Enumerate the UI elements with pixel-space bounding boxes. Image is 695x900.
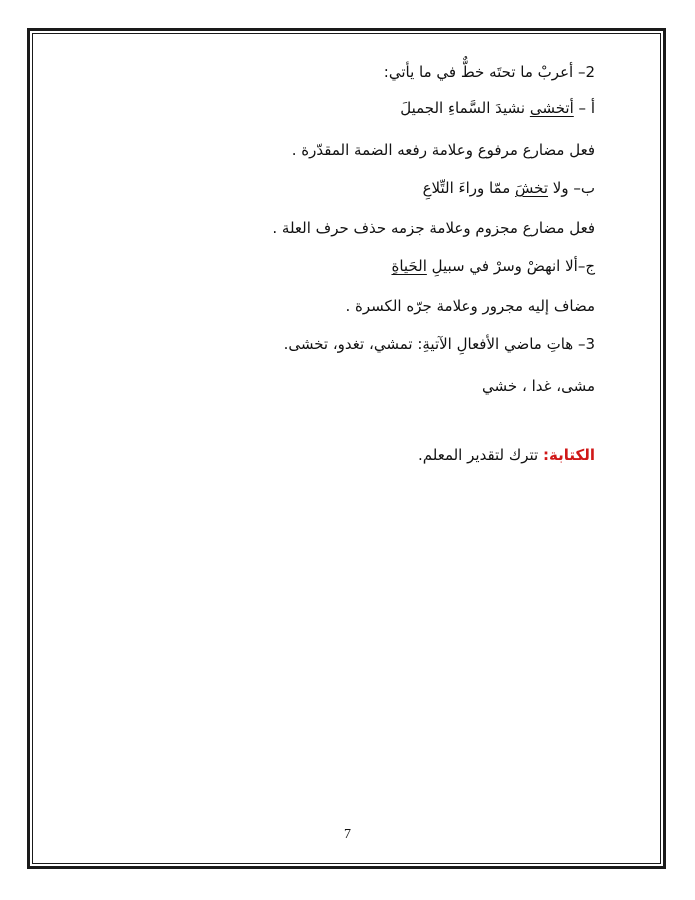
question-3-text: 3– هاتِ ماضي الأفعالِ الآتيةِ: تمشي، تغدو، تخشى.	[283, 335, 595, 353]
answer-q3-text: مشى، غدا ، خشي	[482, 377, 595, 395]
answer-b-text: فعل مضارع مجزوم وعلامة جزمه حذف حرف العلة .	[272, 219, 595, 237]
writing-section	[418, 445, 595, 465]
item-a-rest: نشيدَ السَّماءِ الجميلَ	[400, 99, 530, 117]
question-2-text: 2– أعربْ ما تحتَه خطٌّ في ما يأتي:	[383, 63, 595, 81]
answer-a-text: فعل مضارع مرفوع وعلامة رفعه الضمة المقدّرة .	[291, 141, 595, 159]
answer-q3	[482, 376, 595, 396]
item-b-prefix: ب– ولا	[548, 179, 595, 197]
answer-a	[292, 140, 595, 160]
item-c-prefix: ج–ألا انهضْ وسرْ في سبيلِ	[426, 257, 595, 275]
page-number: 7	[344, 827, 351, 842]
answer-c-text: مضاف إليه مجرور وعلامة جرّه الكسرة .	[345, 297, 595, 315]
item-b-underlined-word: تخشَ	[515, 179, 549, 197]
item-c-underlined-word: الحَياةِ	[391, 257, 427, 275]
question-2-heading	[384, 62, 595, 82]
answer-c	[346, 296, 596, 316]
item-b	[423, 178, 595, 198]
item-c	[391, 256, 595, 276]
item-a-prefix: أ –	[573, 99, 595, 117]
question-3-heading	[284, 334, 595, 354]
item-a-underlined-word: أتخشى	[529, 99, 574, 117]
answer-b	[272, 218, 595, 238]
item-a	[400, 98, 595, 118]
item-b-rest: ممّا وراءَ التِّلاعِ	[422, 179, 516, 197]
writing-text: تترك لتقدير المعلم.	[417, 446, 544, 464]
writing-label: الكتابة:	[543, 446, 595, 464]
